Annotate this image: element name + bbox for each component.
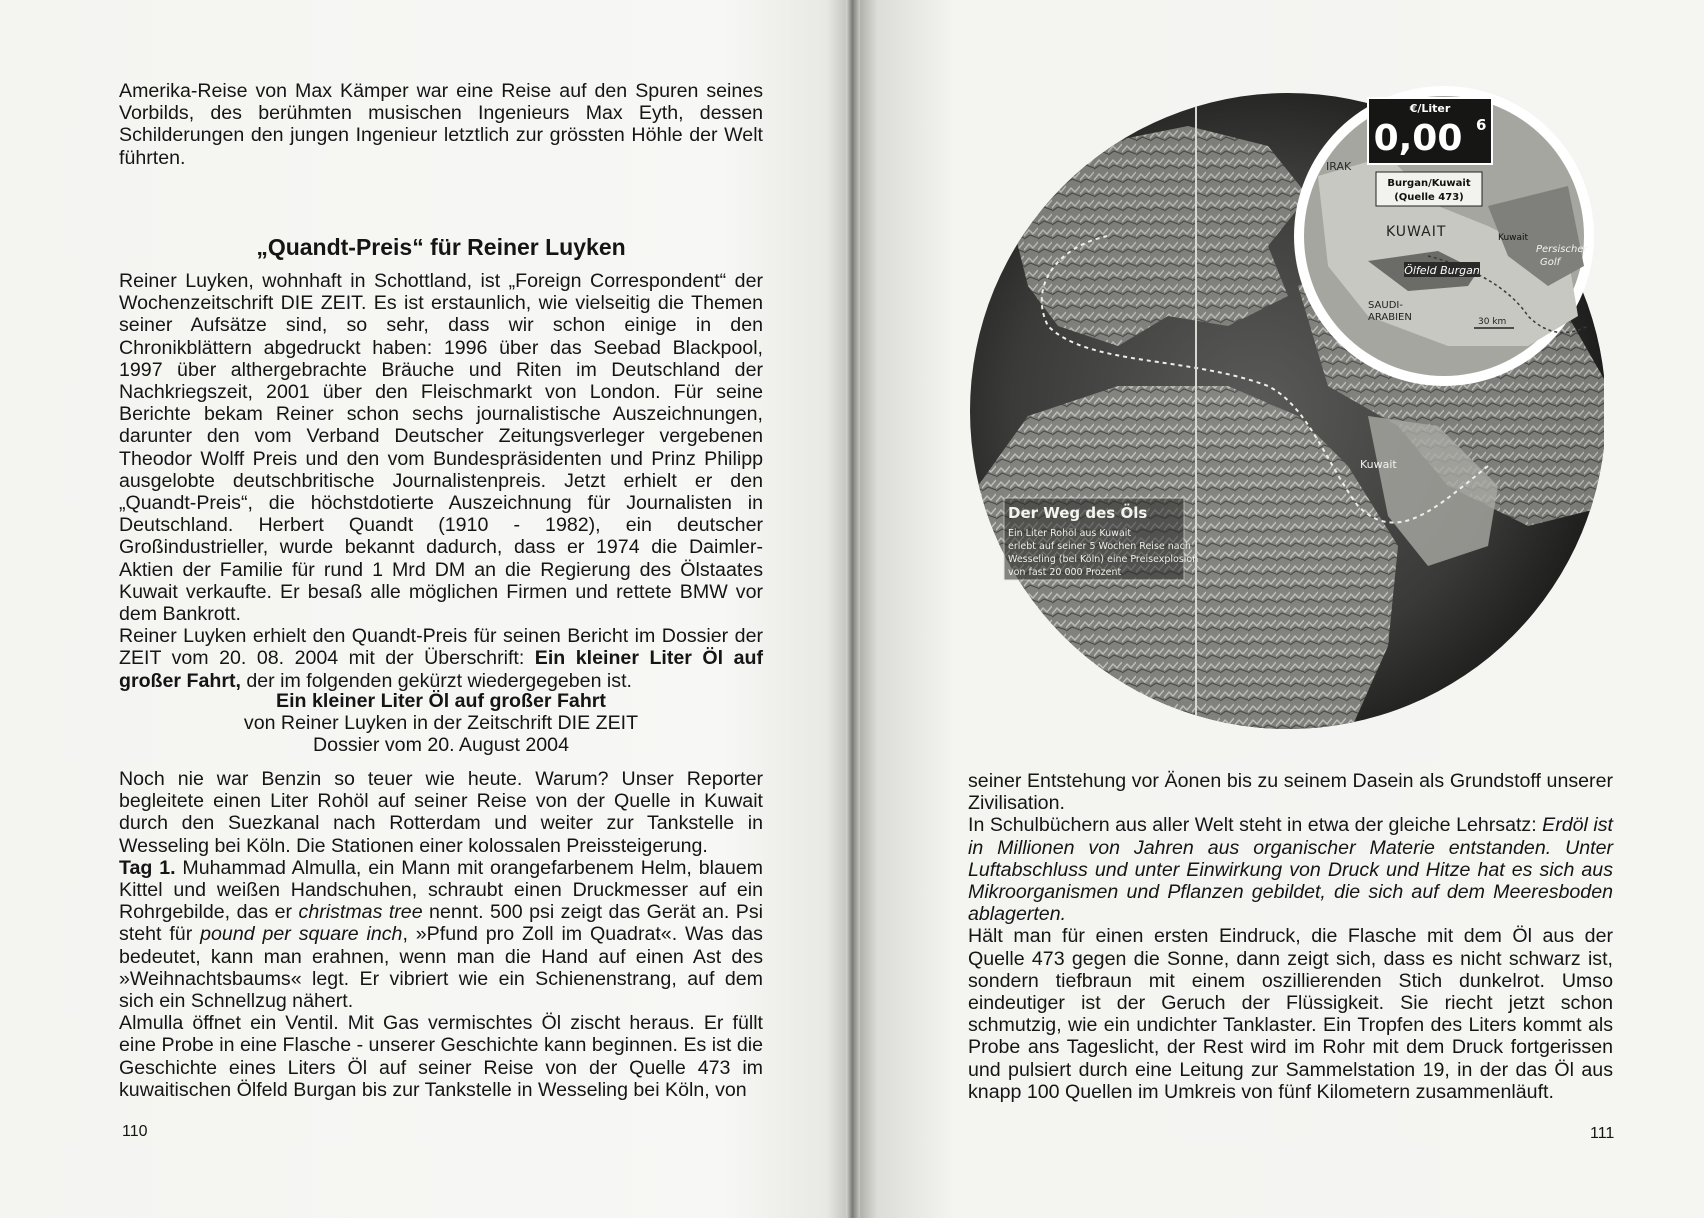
day-text-b: nennt. 500 psi zeigt das Gerät an. Psi steht für [119,901,763,946]
section-heading: „Quandt-Preis“ für Reiner Luyken [256,234,626,260]
intro-paragraph: Amerika-Reise von Max Kämper war eine Reise auf den Spuren seines Vorbilds, des berühmten musischen Ingenieurs Max Eyth, dessen Schilderungen den jungen Ingenieur letztlich zur grössten Höhle der Welt führten. [119,80,763,169]
article-lead: Noch nie war Benzin so teuer wie heute. Warum? Unser Reporter begleitete einen Liter Rohöl auf seiner Reise von der Quelle in Kuwait durch den Suezkanal nach Rotterdam und weiter zur Tankstelle in Wesseling bei Köln. Die Stationen einer kolossalen Preissteigerung. [119,768,763,857]
saudi-label-1: SAUDI- [1368,300,1403,311]
report-text-end: der im folgenden gekürzt wiedergegeben ist. [240,669,632,692]
route-text-2: erlebt auf seiner 5 Wochen Reise nach [1008,541,1191,552]
page-number-left: 110 [122,1123,148,1140]
valve-paragraph: Almulla öffnet ein Ventil. Mit Gas vermischtes Öl zischt heraus. Er füllt eine Probe in eine Flasche - unserer Geschichte kann beginnen. Es ist die Geschichte eines Liters Öl auf seiner Reise von der Quelle 473 im kuwaitischen Ölfeld Burgan bis zur Tankstelle in Wesseling bei Köln, von [119,1012,763,1101]
gulf-label-1: Persischer [1536,244,1588,255]
article-body [119,768,763,1101]
source-label-1: Burgan/Kuwait [1387,178,1471,189]
price-unit: €/Liter [1409,102,1451,115]
schoolbook-italic: Erdöl ist in Millionen von Jahren aus organischer Materie entstanden. Unter Luftabschluss und unter Einwirkung von Druck und Hitze hat es sich aus Mikroorganismen und Pflanzen gebildet, die sich auf dem Meeresboden ablagerten. [968,814,1614,926]
quandt-paragraph: Reiner Luyken, wohnhaft in Schottland, ist „Foreign Correspondent“ der Wochenzeitschrift DIE ZEIT. Es ist erstaunlich, wie vielseitig die Themen seiner Aufsätze sind, so sehr, dass wir schon einige in den Chronikblättern abgedruckt haben: 1996 über das Seebad Blackpool, 1997 über althergebrachte Bräuche und Riten im Deutschland der Nachkriegszeit, 2001 über den Fleischmarkt von London. Für seine Berichte bekam Reiner schon sechs journalistische Auszeichnungen, darunter den vom Verband Deutscher Zeitungsverleger vergebenen Theodor Wolff Preis und den vom Bundespräsidenten und Prinz Philipp ausgelobte deutschbritische Journalistenpreis. Jetzt erhielt er den „Quandt-Preis“, die höchstdotierte Auszeichnung für Journalisten in Deutschland. Herbert Quandt (1910 - 1982), ein deutscher Großindustrieller, wurde bekannt dadurch, dass er 1974 die Daimler-Aktien der Familie für rund 1 Mrd DM an die Regierung des Ölstaates Kuwait verkaufte. Er besaß alle möglichen Firmen und rettete BMW vor dem Bankrott. [119,270,763,626]
report-text-start: Reiner Luyken erhielt den Quandt-Preis für seinen Bericht im Dossier der ZEIT vom 20. 08. 2004 mit der Überschrift: [119,625,763,670]
day-italic-2: pound per square inch [200,923,403,946]
report-title-bold: Ein kleiner Liter Öl auf großer Fahrt, [119,647,763,692]
article-date: Dossier vom 20. August 2004 [313,734,569,757]
article-header [119,690,763,757]
oilfield-label: Ölfeld Burgan [1404,264,1480,277]
day-text-a: Muhammad Almulla, ein Mann mit orangefarbenem Helm, blauem Kittel und weißen Handschuhen, schraubt einen Druckmesser auf ein Rohrgebilde, das er [119,856,763,924]
route-text-1: Ein Liter Rohöl aus Kuwait [1008,528,1132,539]
report-paragraph [119,625,763,692]
route-text-3: Wesseling (bei Köln) eine Preisexplosion [1008,554,1199,565]
day-text-c: , »Pfund pro Zoll im Quadrat«. Was das bedeutet, kann man erahnen, wenn man die Hand auf einen Ast des »Weihnachtsbaums« legt. Er vibriert wie ein Schienenstrang, auf dem sich ein Schnellzug nähert. [119,923,763,1013]
quandt-body [119,270,763,692]
bottle-paragraph: Hält man für einen ersten Eindruck, die Flasche mit dem Öl aus der Quelle 473 gegen die Sonne, dann zeigt sich, dass es nicht schwarz ist, sondern tiefbraun mit einem oszillierenden Stich dunkelrot. Umso eindeutiger ist der Geruch der Flüssigkeit. Sie riecht jetzt schon schmutzig, wie ein undichter Tanklaster. Ein Tropfen des Liters kommt als Probe ans Tageslicht, der Rest wird im Rohr mit dem Druck fortgerissen und pulsiert durch eine Leitung zur Sammelstation 19, in der das Öl aus knapp 100 Quellen im Umkreis von fünf Kilometern zusammenläuft. [968,925,1613,1103]
route-text-4: von fast 20 000 Prozent [1008,567,1122,578]
oil-route-map [968,86,1604,736]
schoolbook-paragraph [968,814,1613,925]
right-text-column [968,770,1613,1103]
scale-label: 30 km [1478,317,1507,327]
kuwait-small-label: Kuwait [1360,458,1397,471]
page-number-right: 111 [1590,1125,1615,1142]
gulf-label-2: Golf [1540,257,1561,268]
day-label: Tag 1. [119,856,176,879]
price-superscript: 6 [1476,116,1487,134]
route-title: Der Weg des Öls [1008,504,1148,522]
price-value: 0,00 [1373,118,1463,159]
route-info-box [1004,498,1198,580]
kuwait-city-label: Kuwait [1498,233,1529,243]
article-byline: von Reiner Luyken in der Zeitschrift DIE ZEIT [243,712,639,735]
book-gutter [846,0,860,1218]
left-text-column [119,80,763,169]
day-italic-1: christmas tree [298,901,423,924]
origin-paragraph: seiner Entstehung vor Äonen bis zu seinem Dasein als Grundstoff unserer Zivilisation. [968,770,1613,815]
schoolbook-text: In Schulbüchern aus aller Welt steht in etwa der gleiche Lehrsatz: [968,814,1543,837]
irak-label: IRAK [1326,160,1352,173]
article-title: Ein kleiner Liter Öl auf großer Fahrt [276,690,606,712]
saudi-label-2: ARABIEN [1368,312,1412,323]
kuwait-inset [1294,86,1594,386]
source-label-2: (Quelle 473) [1394,192,1464,203]
day-one-paragraph [119,857,763,1012]
quandt-section [119,236,763,258]
kuwait-country-label: KUWAIT [1386,224,1447,240]
